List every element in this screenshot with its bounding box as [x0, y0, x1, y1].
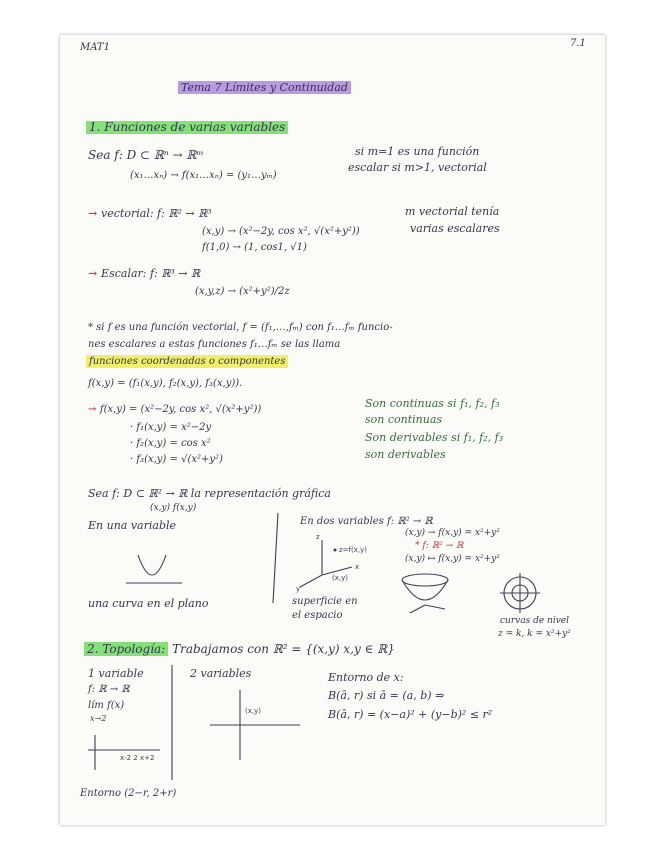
vectorial-note1: m vectorial tenía	[405, 205, 500, 218]
star-line1: * si f es una función vectorial, f = (f₁,…,fₘ) con f₁…fₘ funcio-	[88, 322, 393, 333]
section1-heading: 1. Funciones de varias variables	[86, 121, 288, 134]
example-f1: · f₁(x,y) = x²−2y	[130, 422, 212, 433]
one-var-caption: una curva en el plano	[88, 597, 209, 610]
star-line2: nes escalares a estas funciones f₁…fₘ se las llama	[88, 339, 341, 350]
arrow-icon: →	[88, 404, 100, 415]
example-map1: * f: ℝ² → ℝ	[415, 541, 464, 551]
def-line2: (x₁…xₙ) → f(x₁…xₙ) = (y₁…yₘ)	[130, 170, 277, 181]
paraboloid-rim	[402, 574, 448, 586]
section2-heading-rest: Trabajamos con ℝ² = {(x,y) x,y ∈ ℝ}	[172, 642, 395, 656]
header-right: 7.1	[570, 38, 586, 49]
example-map2: (x,y) ↦ f(x,y) = x²+y²	[405, 554, 500, 564]
z-label: z	[316, 533, 320, 541]
green-note3: Son derivables si f₁, f₂, f₃	[365, 431, 504, 444]
green-note1: Son continuas si f₁, f₂, f₃	[365, 397, 500, 410]
section2-heading: 2. Topología:	[84, 642, 168, 656]
graph-sketches	[60, 35, 605, 825]
vectorial-note2: varias escalares	[410, 222, 500, 235]
level-caption1: curvas de nivel	[500, 616, 569, 626]
graph-line2: (x,y) f(x,y)	[150, 503, 197, 513]
def-note2: escalar si m>1, vectorial	[348, 161, 487, 174]
surface-caption2: el espacio	[292, 610, 343, 621]
two-var-label2: (x,y) → f(x,y) = x²+y²	[405, 528, 500, 538]
s2-bottom: Entorno (2−r, 2+r)	[80, 788, 177, 799]
paraboloid-axis-x	[425, 605, 445, 609]
notebook-page	[60, 35, 605, 825]
example-text: f(x,y) = (x²−2y, cos x², √(x²+y²))	[99, 404, 262, 415]
tick-labels: x-2 2 x+2	[120, 754, 155, 762]
s2-entorno: Entorno de x:	[328, 671, 404, 684]
def-line1: Sea f: D ⊂ ℝⁿ → ℝᵐ	[88, 148, 204, 162]
vectorial-line2: (x,y) → (x²−2y, cos x², √(x²+y²))	[202, 226, 360, 237]
y-label: y	[296, 585, 301, 593]
s2-two-var: 2 variables	[190, 667, 252, 680]
star-line3: funciones coordenadas o componentes	[86, 355, 288, 368]
s2-one-var-sub: x→2	[90, 714, 107, 723]
arrow-icon: →	[88, 267, 102, 280]
s2-one-var-map: f: ℝ → ℝ	[88, 684, 130, 695]
components-line: f(x,y) = (f₁(x,y), f₂(x,y), f₃(x,y)).	[88, 378, 243, 389]
arrow-icon: →	[88, 207, 102, 220]
vectorial-text: vectorial: f: ℝ² → ℝ³	[101, 207, 212, 220]
green-note2: son continuas	[365, 413, 443, 426]
header-left: MAT1	[80, 42, 110, 53]
example-f2: · f₂(x,y) = cos x²	[130, 438, 211, 449]
level-caption2: z = k, k = x²+y²	[498, 629, 571, 639]
one-var-label: En una variable	[88, 519, 177, 532]
escalar-line2: (x,y,z) → (x²+y²)/2z	[195, 286, 290, 297]
example-f3: · f₃(x,y) = √(x²+y²)	[130, 454, 223, 465]
section2-heading-line	[84, 643, 395, 656]
base-point-label: (x,y)	[332, 574, 348, 582]
two-var-label: En dos variables f: ℝ² → ℝ	[300, 516, 433, 527]
def-note1: si m=1 es una función	[355, 145, 480, 158]
surface-point-label: z=f(x,y)	[339, 546, 367, 554]
surface-caption1: superficie en	[292, 596, 358, 607]
graph-line1: Sea f: D ⊂ ℝ² → ℝ la representación gráfica	[88, 487, 331, 500]
plane-point-label: (x,y)	[245, 707, 261, 715]
escalar-text: Escalar: f: ℝ³ → ℝ	[101, 267, 201, 280]
s2-ball1: B(ā, r) si ā = (a, b) ⇒	[328, 689, 445, 702]
green-note4: son derivables	[365, 448, 446, 461]
surface-point	[334, 549, 337, 552]
s2-one-var: 1 variable	[88, 667, 144, 680]
vectorial-line3: f(1,0) → (1, cos1, √1)	[202, 242, 307, 253]
s2-one-var-lim: lím f(x)	[88, 700, 125, 711]
y-axis-3d	[300, 575, 322, 587]
x-label: x	[355, 563, 360, 571]
parabola-curve	[138, 555, 166, 575]
divider-line	[273, 513, 278, 603]
page-title: Tema 7 Límites y Continuidad	[178, 81, 351, 94]
s2-ball2: B(ā, r) = (x−a)² + (y−b)² ≤ r²	[328, 708, 493, 721]
paraboloid-sketch	[402, 580, 448, 600]
paraboloid-axis-y	[410, 605, 425, 613]
